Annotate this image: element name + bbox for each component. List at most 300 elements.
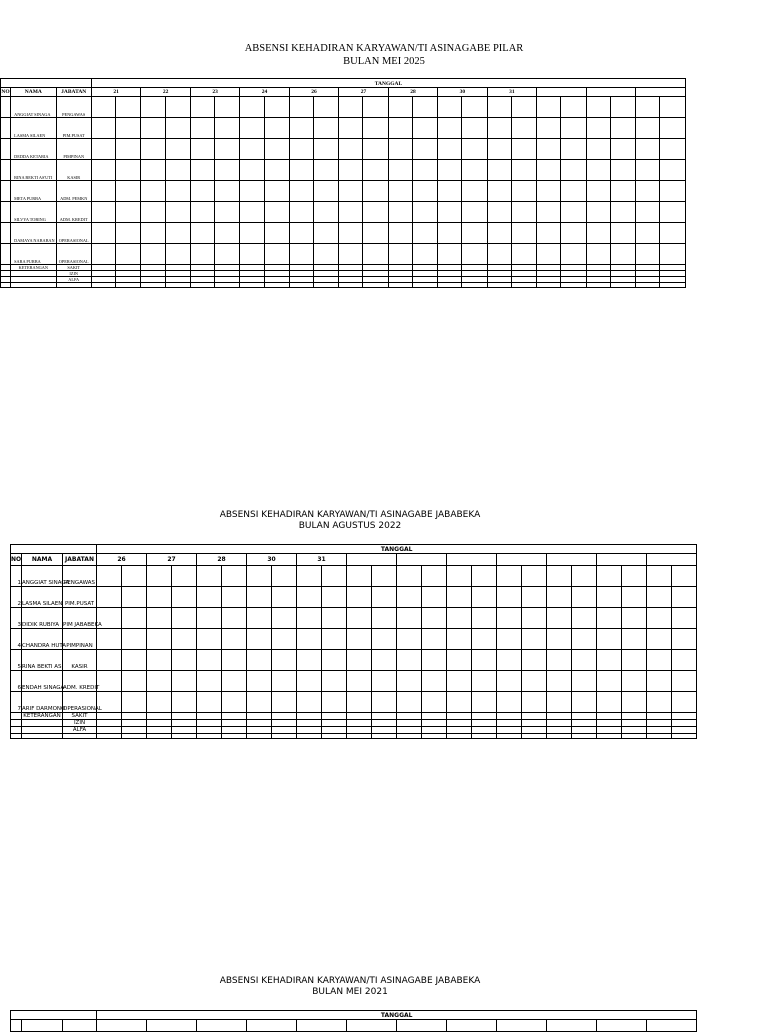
attendance-cell [397,650,422,671]
attendance-cell [197,692,222,713]
date-header [586,88,635,97]
attendance-cell [122,692,147,713]
row-no: 2 [11,587,22,608]
attendance-cell [297,608,322,629]
attendance-cell [141,223,165,244]
attendance-cell [247,713,272,720]
attendance-cell [147,608,172,629]
attendance-cell [322,608,347,629]
attendance-cell [264,160,289,181]
attendance-cell [272,566,297,587]
row-jabatan: ADM. KREDIT [63,671,97,692]
attendance-cell [197,720,222,727]
attendance-cell [647,566,672,587]
attendance-cell [497,692,522,713]
attendance-cell [447,720,472,727]
row-nama: LASMA SILAEN [22,587,63,608]
empty-cell [372,734,397,739]
attendance-cell [91,181,115,202]
sheet1-title [0,42,768,68]
tanggal-row [11,545,697,554]
keterangan-row [11,720,697,727]
row-jabatan: OPERASIONAL [56,223,91,244]
date-header: 31 [487,88,536,97]
row-nama: META PURBA [11,181,56,202]
attendance-cell [462,181,487,202]
attendance-cell [363,202,388,223]
date-header: 21 [91,88,140,97]
empty-cell [497,734,522,739]
attendance-cell [215,97,240,118]
attendance-cell [147,587,172,608]
empty-cell [141,283,165,288]
attendance-cell [622,629,647,650]
row-no: 5 [11,650,22,671]
row-nama: LASMA SILAEN [11,118,56,139]
attendance-cell [314,118,339,139]
attendance-cell [547,671,572,692]
attendance-cell [447,608,472,629]
attendance-cell [572,608,597,629]
row-no: 3 [11,608,22,629]
attendance-cell [522,727,547,734]
attendance-cell [597,671,622,692]
attendance-cell [487,244,511,265]
date-header: 22 [141,88,190,97]
attendance-cell [397,692,422,713]
table-row [11,629,697,650]
attendance-cell [272,692,297,713]
attendance-cell [597,720,622,727]
attendance-cell [511,202,536,223]
attendance-cell [91,223,115,244]
attendance-cell [240,223,264,244]
empty-cell [264,283,289,288]
empty-cell [63,734,97,739]
attendance-cell [240,139,264,160]
attendance-cell [412,202,437,223]
attendance-cell [622,566,647,587]
attendance-cell [597,566,622,587]
attendance-cell [347,720,372,727]
attendance-cell [165,181,190,202]
attendance-cell [472,727,497,734]
attendance-cell [561,244,586,265]
attendance-cell [422,587,447,608]
attendance-cell [622,608,647,629]
empty-cell [339,283,363,288]
status-label: SAKIT [56,265,91,271]
attendance-cell [247,608,272,629]
col-jabatan-header: JABATAN [56,88,91,97]
keterangan-label: KETERANGAN [23,713,61,719]
attendance-cell [586,202,610,223]
empty-cell [412,283,437,288]
attendance-cell [572,629,597,650]
date-header: 26 [289,88,338,97]
attendance-cell [412,97,437,118]
date-header [297,1020,347,1032]
attendance-cell [372,650,397,671]
attendance-cell [497,650,522,671]
attendance-cell [172,720,197,727]
attendance-cell [322,727,347,734]
attendance-cell [190,181,214,202]
attendance-cell [322,720,347,727]
attendance-cell [622,587,647,608]
attendance-cell [447,727,472,734]
attendance-cell [147,671,172,692]
date-header [397,1020,447,1032]
date-header [497,554,547,566]
attendance-cell [647,727,672,734]
attendance-cell [147,650,172,671]
attendance-cell [147,720,172,727]
attendance-cell [397,671,422,692]
attendance-cell [314,244,339,265]
row-jabatan: PIM.PUSAT [63,587,97,608]
header-blank [1,79,92,88]
attendance-cell [339,118,363,139]
attendance-cell [388,97,412,118]
keterangan-label [22,720,63,727]
attendance-cell [222,671,247,692]
date-header [347,1020,397,1032]
header-blank [11,545,97,554]
attendance-cell [97,671,122,692]
attendance-cell [547,566,572,587]
tanggal-row [11,1011,697,1020]
attendance-cell [647,692,672,713]
attendance-cell [511,160,536,181]
row-jabatan: PIMPINAN [56,139,91,160]
date-header [636,88,686,97]
attendance-cell [547,587,572,608]
attendance-cell [314,139,339,160]
date-header [97,1020,147,1032]
sheet3-title-line1: ABSENSI KEHADIRAN KARYAWAN/TI ASINAGABE JABABEKA [219,976,481,986]
attendance-cell [222,566,247,587]
attendance-cell [487,118,511,139]
empty-cell [672,734,697,739]
attendance-cell [597,692,622,713]
attendance-cell [297,720,322,727]
sheet2-attendance-table [10,544,697,739]
attendance-cell [397,629,422,650]
row-no: 7 [11,692,22,713]
row-jabatan: PIMPINAN [63,629,97,650]
attendance-cell [511,139,536,160]
attendance-cell [660,160,686,181]
attendance-cell [222,629,247,650]
attendance-cell [472,713,497,720]
attendance-cell [116,244,141,265]
date-header [547,1020,597,1032]
attendance-cell [314,97,339,118]
attendance-cell [141,97,165,118]
attendance-cell [347,713,372,720]
attendance-cell [247,566,272,587]
attendance-cell [322,692,347,713]
attendance-cell [91,139,115,160]
attendance-cell [147,713,172,720]
attendance-cell [222,692,247,713]
attendance-cell [472,629,497,650]
attendance-cell [672,692,697,713]
attendance-cell [272,720,297,727]
table-row [1,244,686,265]
attendance-cell [97,629,122,650]
row-no [1,118,11,139]
empty-cell [240,283,264,288]
attendance-cell [388,223,412,244]
attendance-cell [347,566,372,587]
attendance-cell [272,713,297,720]
attendance-cell [363,139,388,160]
attendance-cell [647,629,672,650]
attendance-cell [322,650,347,671]
attendance-cell [487,181,511,202]
attendance-cell [190,202,214,223]
attendance-cell [197,671,222,692]
empty-cell [522,734,547,739]
attendance-cell [372,587,397,608]
header-row [1,88,686,97]
table-row [1,181,686,202]
empty-cell [388,283,412,288]
attendance-cell [347,650,372,671]
attendance-cell [412,181,437,202]
row-jabatan: PIM JABABEKA [63,608,97,629]
attendance-cell [222,650,247,671]
attendance-cell [122,629,147,650]
attendance-cell [264,202,289,223]
attendance-cell [215,139,240,160]
date-header [397,554,447,566]
empty-cell [147,734,172,739]
attendance-cell [472,608,497,629]
table-row [1,223,686,244]
row-jabatan: ADM. PEMKN [56,181,91,202]
attendance-cell [165,160,190,181]
attendance-cell [597,713,622,720]
attendance-cell [240,97,264,118]
row-jabatan: KASIR [56,160,91,181]
attendance-cell [264,223,289,244]
attendance-cell [197,587,222,608]
attendance-cell [497,720,522,727]
attendance-cell [91,97,115,118]
attendance-cell [247,692,272,713]
attendance-cell [522,650,547,671]
attendance-cell [422,720,447,727]
attendance-cell [672,671,697,692]
attendance-cell [497,629,522,650]
empty-cell [447,734,472,739]
row-no [11,713,22,720]
attendance-cell [647,713,672,720]
attendance-cell [472,720,497,727]
attendance-cell [561,139,586,160]
attendance-cell [172,713,197,720]
empty-cell [547,734,572,739]
attendance-cell [522,671,547,692]
attendance-cell [537,118,561,139]
attendance-cell [397,727,422,734]
attendance-cell [372,692,397,713]
attendance-cell [116,97,141,118]
date-header: 26 [97,554,147,566]
date-header [647,1020,697,1032]
table-row [1,160,686,181]
blank-row [11,734,697,739]
empty-cell [297,734,322,739]
attendance-cell [314,202,339,223]
keterangan-label [22,727,63,734]
header-row [11,554,697,566]
attendance-cell [672,629,697,650]
date-header [447,554,497,566]
empty-cell [511,283,536,288]
attendance-cell [247,629,272,650]
attendance-cell [347,727,372,734]
attendance-cell [122,720,147,727]
attendance-cell [172,727,197,734]
row-jabatan: OPERASIONAL [56,244,91,265]
status-label: IZIN [63,720,97,727]
empty-cell [272,734,297,739]
attendance-cell [522,566,547,587]
attendance-cell [363,118,388,139]
row-no: 6 [11,671,22,692]
table-row [11,587,697,608]
attendance-cell [247,720,272,727]
header-row [11,1020,697,1032]
attendance-cell [610,118,635,139]
attendance-cell [487,223,511,244]
attendance-cell [197,566,222,587]
empty-cell [472,734,497,739]
attendance-cell [422,692,447,713]
row-no [1,181,11,202]
sheet3-title-line2: BULAN MEI 2021 [312,987,388,998]
row-no: 1 [11,566,22,587]
attendance-cell [561,181,586,202]
attendance-cell [422,566,447,587]
attendance-cell [412,223,437,244]
attendance-cell [289,202,313,223]
attendance-cell [438,181,462,202]
attendance-cell [597,650,622,671]
date-header: 30 [438,88,487,97]
attendance-cell [116,223,141,244]
attendance-cell [222,713,247,720]
attendance-cell [289,244,313,265]
attendance-cell [372,727,397,734]
attendance-cell [447,566,472,587]
attendance-cell [586,118,610,139]
attendance-cell [547,720,572,727]
col-nama-header: NAMA [22,554,63,566]
attendance-cell [264,97,289,118]
attendance-cell [165,223,190,244]
row-nama: SARA PURBA [11,244,56,265]
attendance-cell [363,223,388,244]
date-header: 27 [147,554,197,566]
row-nama: DAMAYA NABABAN [11,223,56,244]
attendance-cell [572,650,597,671]
date-header [647,554,697,566]
attendance-cell [597,608,622,629]
attendance-cell [422,713,447,720]
empty-cell [322,734,347,739]
attendance-cell [297,587,322,608]
attendance-cell [215,202,240,223]
attendance-cell [372,720,397,727]
attendance-cell [610,202,635,223]
row-no [1,97,11,118]
empty-cell [97,734,122,739]
attendance-cell [297,713,322,720]
attendance-cell [660,244,686,265]
attendance-cell [487,202,511,223]
attendance-cell [636,160,660,181]
row-nama: SILVYA TOBING [11,202,56,223]
attendance-cell [197,727,222,734]
empty-cell [537,283,561,288]
attendance-cell [447,650,472,671]
attendance-cell [91,160,115,181]
attendance-cell [314,223,339,244]
attendance-cell [636,139,660,160]
attendance-cell [522,587,547,608]
empty-cell [422,734,447,739]
empty-cell [11,283,56,288]
attendance-cell [141,139,165,160]
attendance-cell [322,671,347,692]
attendance-cell [197,608,222,629]
attendance-cell [622,713,647,720]
empty-cell [116,283,141,288]
attendance-cell [511,244,536,265]
attendance-cell [289,97,313,118]
attendance-cell [672,720,697,727]
row-jabatan: PENGAWAS [63,566,97,587]
attendance-cell [172,629,197,650]
attendance-cell [660,202,686,223]
attendance-cell [537,244,561,265]
attendance-cell [422,629,447,650]
attendance-cell [561,223,586,244]
attendance-cell [636,118,660,139]
attendance-cell [547,629,572,650]
attendance-cell [537,160,561,181]
attendance-cell [660,139,686,160]
attendance-cell [636,97,660,118]
attendance-cell [622,692,647,713]
attendance-cell [314,181,339,202]
empty-cell [438,283,462,288]
row-no [1,202,11,223]
attendance-cell [672,608,697,629]
attendance-cell [190,118,214,139]
attendance-cell [497,671,522,692]
date-header [447,1020,497,1032]
attendance-cell [215,118,240,139]
attendance-cell [672,566,697,587]
attendance-cell [122,608,147,629]
empty-cell [190,283,214,288]
